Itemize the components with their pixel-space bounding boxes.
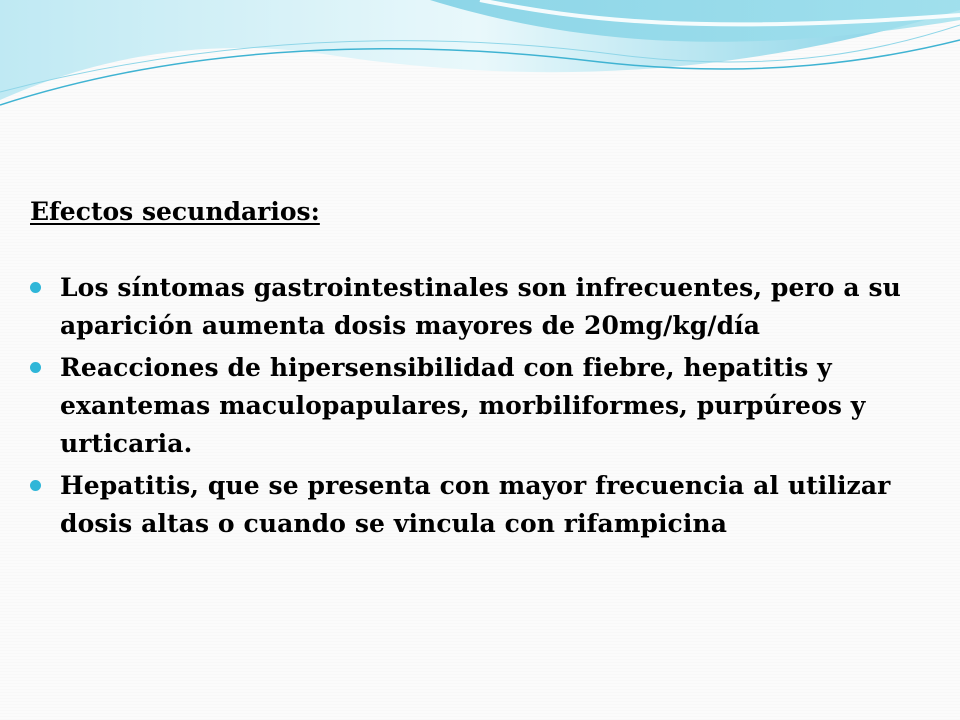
bullet-text: Hepatitis, que se presenta con mayor frecuencia al utilizar dosis altas o cuando se vincula con rifampicina	[60, 470, 891, 538]
slide-heading: Efectos secundarios:	[30, 197, 320, 226]
slide-content	[30, 196, 930, 547]
bullet-text: Reacciones de hipersensibilidad con fiebre, hepatitis y exantemas maculopapulares, morbiliformes, purpúreos y urticaria.	[60, 352, 866, 458]
bullet-item	[30, 467, 930, 543]
bullet-dot-icon	[30, 362, 41, 373]
bullet-text: Los síntomas gastrointestinales son infrecuentes, pero a su aparición aumenta dosis mayores de 20mg/kg/día	[60, 272, 901, 340]
bullet-dot-icon	[30, 282, 41, 293]
bullet-item	[30, 269, 930, 345]
bullet-dot-icon	[30, 480, 41, 491]
bullet-list	[30, 269, 930, 543]
header-wave-decoration	[0, 0, 960, 120]
bullet-item	[30, 349, 930, 463]
